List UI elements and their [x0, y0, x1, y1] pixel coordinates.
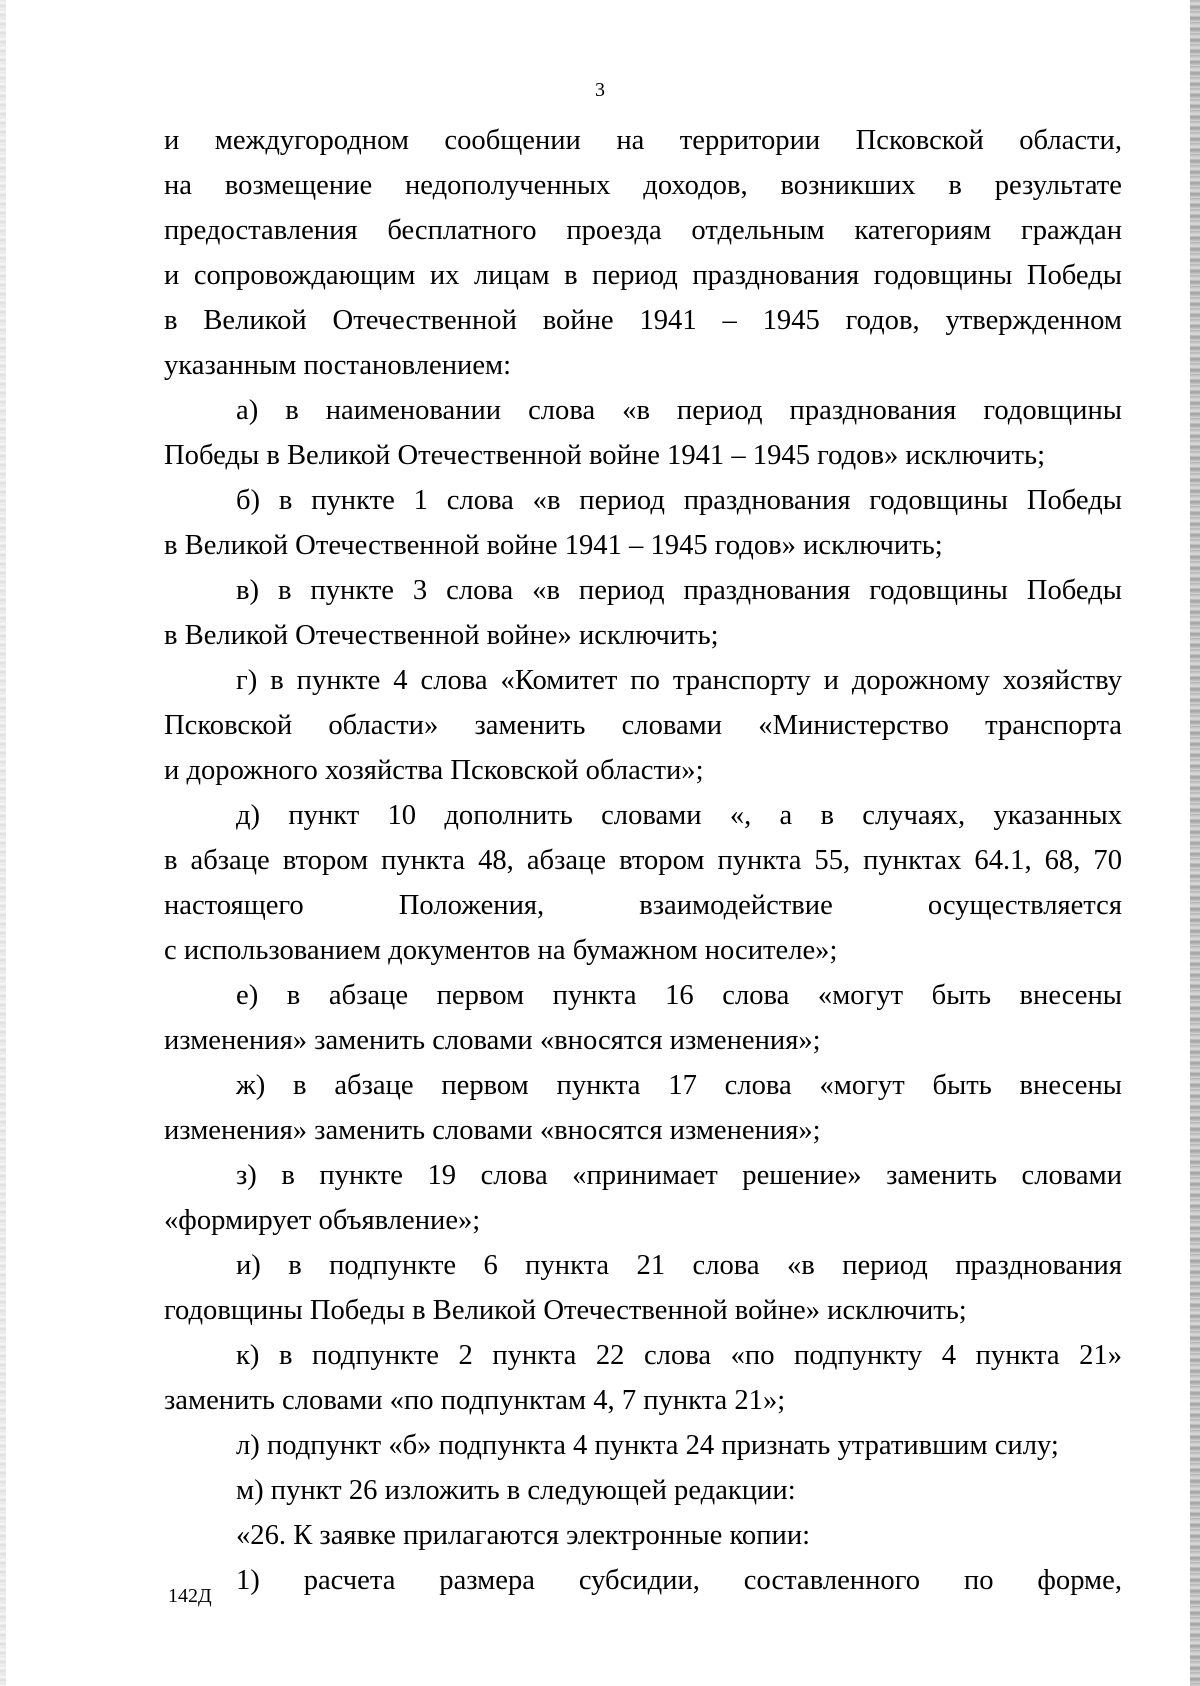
text-line: Победы в Великой Отечественной войне 1941 – 1945 годов» исключить;	[164, 440, 1046, 471]
text-line: м) пункт 26 изложить в следующей редакции:	[236, 1475, 796, 1506]
text-line: л) подпункт «б» подпункта 4 пункта 24 признать утратившим силу;	[236, 1430, 1059, 1461]
text-line: и сопровождающим их лицам в период празднования годовщины Победы	[164, 260, 1122, 291]
text-line: указанным постановлением:	[164, 350, 512, 381]
text-line: и) в подпункте 6 пункта 21 слова «в период празднования	[236, 1250, 1122, 1281]
scan-edge-right	[1190, 0, 1200, 1686]
text-line: е) в абзаце первом пункта 16 слова «могут быть внесены	[236, 980, 1122, 1011]
text-line: в Великой Отечественной войне» исключить;	[164, 620, 719, 651]
text-line: д) пункт 10 дополнить словами «, а в случаях, указанных	[236, 800, 1122, 831]
text-line: предоставления бесплатного проезда отдельным категориям граждан	[164, 215, 1122, 246]
text-line: годовщины Победы в Великой Отечественной войне» исключить;	[164, 1295, 967, 1326]
scan-edge-left	[0, 0, 6, 1686]
text-line: в Великой Отечественной войне 1941 – 1945 годов, утвержденном	[164, 305, 1122, 336]
text-line: «26. К заявке прилагаются электронные копии:	[236, 1520, 811, 1551]
text-line: в абзаце втором пункта 48, абзаце втором пункта 55, пунктах 64.1, 68, 70	[164, 845, 1122, 876]
text-line: с использованием документов на бумажном носителе»;	[164, 935, 838, 966]
text-line: и дорожного хозяйства Псковской области»;	[164, 755, 704, 786]
text-line: б) в пункте 1 слова «в период празднования годовщины Победы	[236, 485, 1122, 516]
text-line: и междугородном сообщении на территории Псковской области,	[164, 125, 1122, 156]
text-line: Псковской области» заменить словами «Министерство транспорта	[164, 710, 1122, 741]
text-line: на возмещение недополученных доходов, возникших в результате	[164, 170, 1122, 201]
text-line: 1) расчета размера субсидии, составленного по форме,	[236, 1565, 1122, 1596]
text-line: изменения» заменить словами «вносятся изменения»;	[164, 1025, 821, 1056]
page-number: 3	[595, 79, 605, 101]
text-line: з) в пункте 19 слова «принимает решение» заменить словами	[236, 1160, 1122, 1191]
text-line: «формирует объявление»;	[164, 1205, 481, 1236]
text-line: настоящего Положения, взаимодействие осуществляется	[164, 890, 1122, 921]
text-line: изменения» заменить словами «вносятся изменения»;	[164, 1115, 821, 1146]
text-line: г) в пункте 4 слова «Комитет по транспорту и дорожному хозяйству	[236, 665, 1122, 696]
text-line: а) в наименовании слова «в период празднования годовщины	[236, 395, 1122, 426]
text-line: ж) в абзаце первом пункта 17 слова «могут быть внесены	[236, 1070, 1122, 1101]
text-line: в) в пункте 3 слова «в период празднования годовщины Победы	[236, 575, 1122, 606]
text-line: заменить словами «по подпунктам 4, 7 пункта 21»;	[164, 1385, 786, 1416]
document-body	[164, 118, 1122, 1603]
document-code: 142Д	[168, 1585, 212, 1607]
text-line: к) в подпункте 2 пункта 22 слова «по подпункту 4 пункта 21»	[236, 1340, 1122, 1371]
text-line: в Великой Отечественной войне 1941 – 1945 годов» исключить;	[164, 530, 943, 561]
